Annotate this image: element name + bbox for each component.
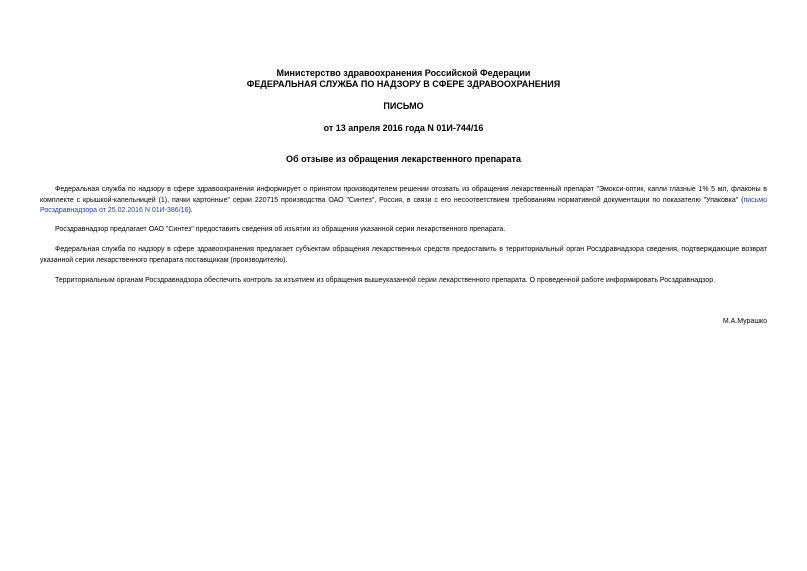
paragraph-manufacturer-request: Росздравнадзор предлагает ОАО "Синтез" предоставить сведения об изъятии из обращения указанной серии лекарственного препарата.	[55, 226, 506, 233]
document-subject: Об отзыве из обращения лекарственного препарата	[286, 154, 521, 164]
reference-letter-link[interactable]: письмо Росздравнадзора от 25.02.2016 N 01И-386/16	[40, 196, 767, 214]
paragraph-subjects-request: Федеральная служба по надзору в сфере здравоохранения предлагает субъектам обращения лекарственных средств предоставить в территориальный орган Росздравнадзора сведения, подтверждающие возврат указанной серии лекарственного препарата поставщикам (производителю).	[40, 246, 767, 264]
document-header	[0, 68, 807, 90]
document-date-number: от 13 апреля 2016 года N 01И-744/16	[323, 123, 484, 133]
paragraph-territorial-control: Территориальным органам Росздравнадзора обеспечить контроль за изъятием из обращения вышеуказанной серии лекарственного препарата. О проведенной работе информировать Росздравнадзор.	[55, 277, 716, 284]
signature: М.А.Мурашко	[722, 318, 767, 325]
service-name: ФЕДЕРАЛЬНАЯ СЛУЖБА ПО НАДЗОРУ В СФЕРЕ ЗДРАВООХРАНЕНИЯ	[246, 79, 561, 89]
paragraph-recall-end: ).	[188, 207, 193, 214]
paragraph-recall-info	[40, 185, 767, 217]
ministry-name: Министерство здравоохранения Российской Федерации	[276, 68, 531, 78]
document-type: ПИСЬМО	[383, 101, 424, 111]
paragraph-recall-text: Федеральная служба по надзору в сфере здравоохранения информирует о принятом производителем решении отозвать из обращения лекарственный препарат "Эмокси-оптик, капли глазные 1% 5 мл, флаконы в комплекте с крышкой-капельницей (1), пачки картонные" серии 220715 производства ОАО "Синтез", Россия, в связи с его несоответствием требованиям нормативной документации по показателю "Упаковка" (	[40, 186, 767, 204]
